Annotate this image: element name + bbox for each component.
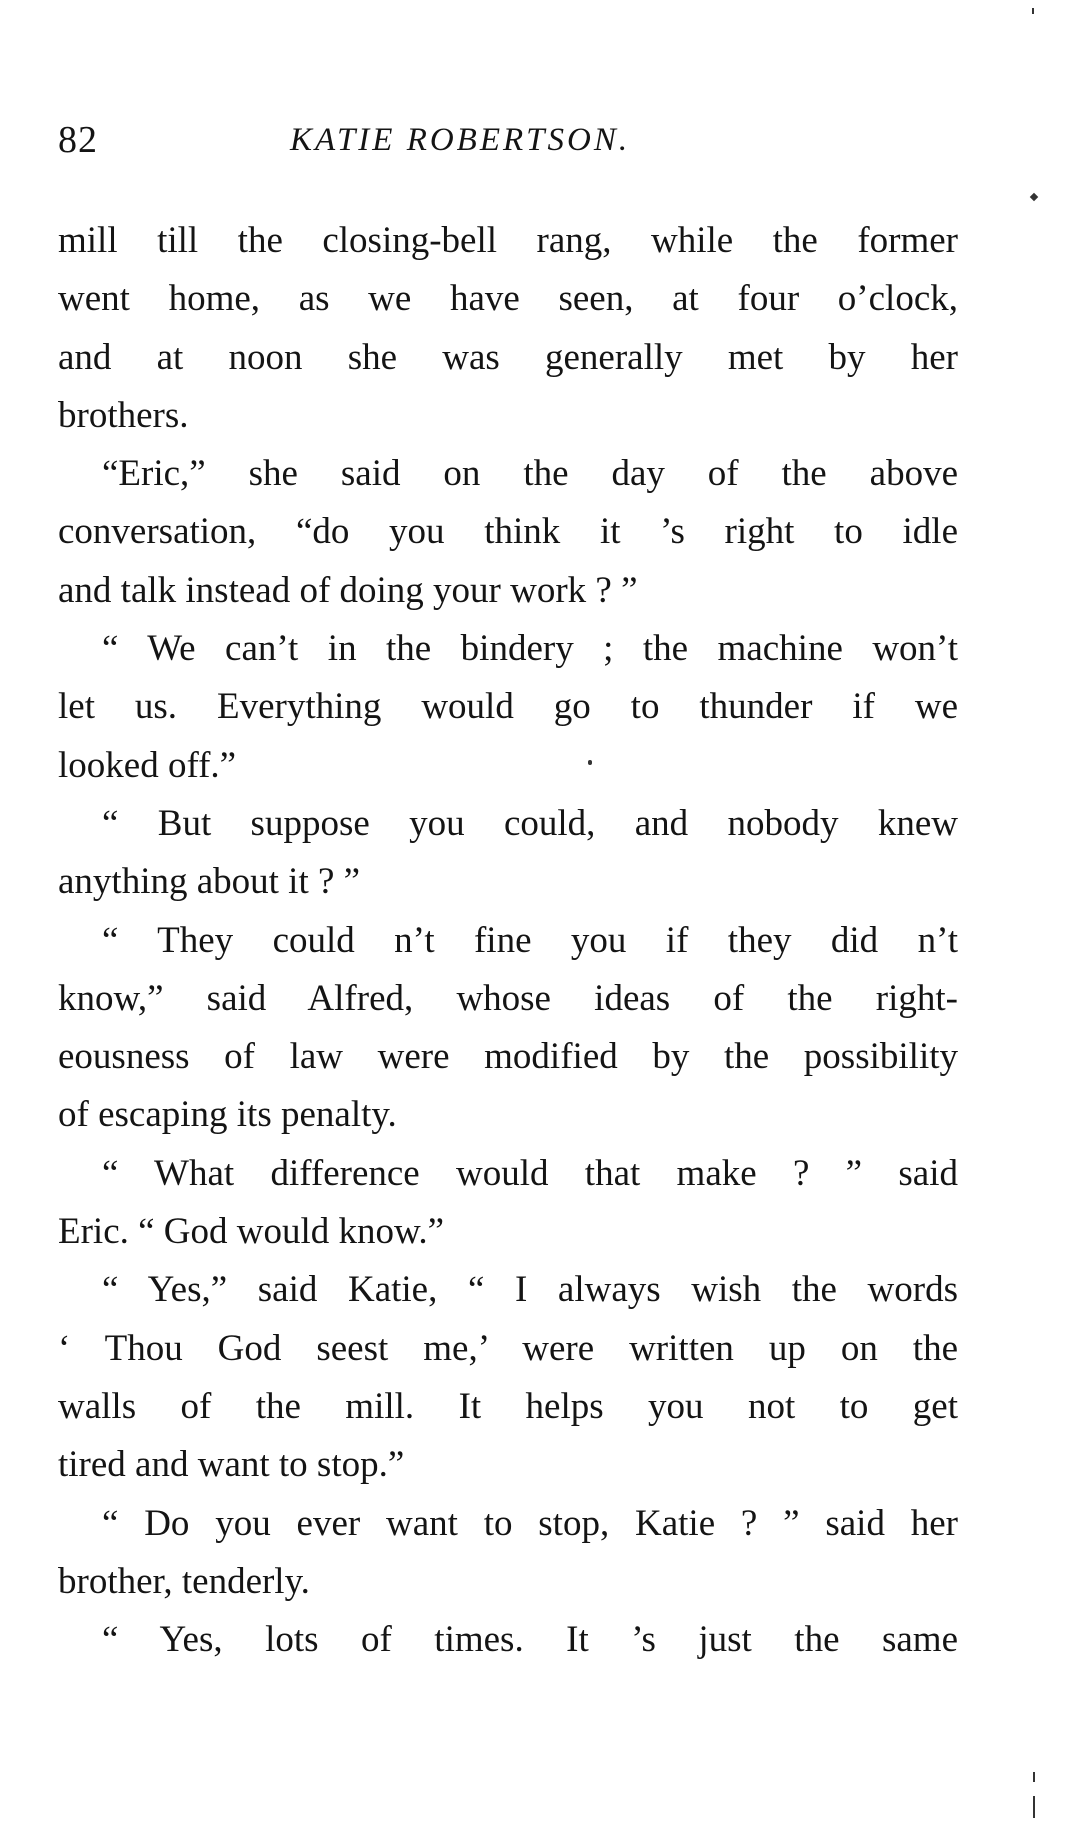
text-line: “Eric,” she said on the day of the above [102,453,958,495]
text-line: walls of the mill. It helps you not to get [58,1385,958,1427]
scan-speck [1030,193,1038,201]
text-line: tired and want to stop.” [58,1444,405,1486]
text-line: let us. Everything would go to thunder if we [58,686,958,728]
text-line: looked off.” [58,744,237,786]
scan-speck [1033,1796,1035,1818]
text-line: mill till the closing-bell rang, while the former [58,220,958,261]
text-line: Eric. “ God would know.” [58,1211,445,1253]
page-header [58,118,958,168]
running-title: KATIE ROBERTSON. [290,122,631,158]
text-line: went home, as we have seen, at four o’clock, [58,278,958,320]
text-line: and at noon she was generally met by her [58,336,958,378]
text-line: “ But suppose you could, and nobody knew [102,802,958,844]
text-line: brother, tenderly. [58,1560,310,1602]
text-line: of escaping its penalty. [58,1094,397,1136]
scan-speck [1032,8,1034,14]
body-text [58,212,958,1669]
text-line: “ We can’t in the bindery ; the machine won’t [102,628,958,670]
text-line: “ What difference would that make ? ” said [102,1152,958,1194]
text-line: brothers. [58,394,189,436]
text-line: “ Do you ever want to stop, Katie ? ” said her [102,1502,958,1544]
text-line: “ They could n’t fine you if they did n’t [102,919,958,961]
page-number: 82 [58,119,98,161]
text-line: know,” said Alfred, whose ideas of the right- [58,977,958,1019]
text-line: and talk instead of doing your work ? ” [58,569,638,611]
text-line: “ Yes, lots of times. It ’s just the same [102,1619,958,1661]
text-line: eousness of law were modified by the possibility [58,1036,958,1078]
text-line: conversation, “do you think it ’s right to idle [58,511,958,553]
scan-speck [1033,1772,1035,1782]
text-line: ‘ Thou God seest me,’ were written up on the [58,1327,958,1369]
scan-speck [588,760,592,765]
text-line: “ Yes,” said Katie, “ I always wish the words [102,1269,958,1311]
text-line: anything about it ? ” [58,861,361,903]
